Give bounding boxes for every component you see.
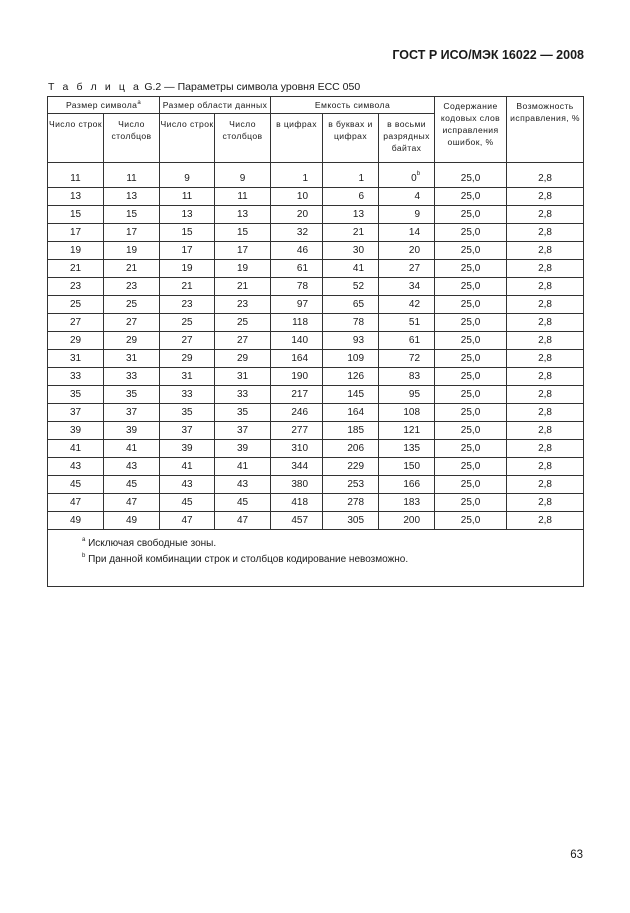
table-cell: 49: [104, 512, 160, 530]
table-cell: 21: [48, 260, 104, 278]
table-cell: 25,0: [435, 206, 507, 224]
table-cell: 31: [48, 350, 104, 368]
table-cell: 19: [160, 260, 215, 278]
table-cell: 25,0: [435, 163, 507, 188]
footnote-mark-b: b: [416, 170, 421, 177]
table-cell: 217: [271, 386, 323, 404]
table-cell: 35: [48, 386, 104, 404]
table-cell: 33: [48, 368, 104, 386]
table-cell: 37: [215, 422, 271, 440]
table-cell: 25,0: [435, 494, 507, 512]
table-cell: 15: [104, 206, 160, 224]
table-cell: 20: [271, 206, 323, 224]
table-cell: 35: [160, 404, 215, 422]
header-area-rows: Число строк: [160, 114, 215, 163]
table-cell: 78: [271, 278, 323, 296]
table-cell: 23: [215, 296, 271, 314]
table-cell: 61: [271, 260, 323, 278]
table-cell: 27: [215, 332, 271, 350]
table-cell: 0$^b$: [379, 163, 435, 188]
table-cell: 21: [104, 260, 160, 278]
table-cell: 41: [323, 260, 379, 278]
header-codeword-content: Содержание кодовых слов исправления ошибок, %: [435, 97, 507, 163]
table-cell: 2,8: [507, 350, 584, 368]
table-cell: 95: [379, 386, 435, 404]
table-cell: 2,8: [507, 224, 584, 242]
table-cell: 11: [215, 188, 271, 206]
table-cell: 2,8: [507, 512, 584, 530]
table-cell: 19: [104, 242, 160, 260]
table-cell: 21: [160, 278, 215, 296]
table-cell: 42: [379, 296, 435, 314]
table-row: [48, 314, 584, 332]
table-cell: 37: [160, 422, 215, 440]
table-cell: 47: [160, 512, 215, 530]
table-cell: 9: [379, 206, 435, 224]
table-cell: 9: [160, 163, 215, 188]
table-cell: 32: [271, 224, 323, 242]
table-row: [48, 458, 584, 476]
table-cell: 145: [323, 386, 379, 404]
footnote-mark-a: a: [137, 100, 142, 106]
table-cell: 2,8: [507, 368, 584, 386]
table-row: [48, 224, 584, 242]
table-cell: 2,8: [507, 458, 584, 476]
table-cell: 2,8: [507, 440, 584, 458]
table-cell: 121: [379, 422, 435, 440]
table-cell: 61: [379, 332, 435, 350]
table-cell: 25,0: [435, 350, 507, 368]
table-cell: 253: [323, 476, 379, 494]
table-row: [48, 368, 584, 386]
table-cell: 29: [48, 332, 104, 350]
table-cell: 418: [271, 494, 323, 512]
table-row: [48, 350, 584, 368]
table-cell: 15: [160, 224, 215, 242]
footnote: [82, 552, 583, 568]
table-cell: 25,0: [435, 242, 507, 260]
table-cell: 93: [323, 332, 379, 350]
table-cell: 166: [379, 476, 435, 494]
table-cell: 150: [379, 458, 435, 476]
table-cell: 65: [323, 296, 379, 314]
table-cell: 200: [379, 512, 435, 530]
table-cell: 23: [160, 296, 215, 314]
table-cell: 21: [215, 278, 271, 296]
table-cell: 277: [271, 422, 323, 440]
header-cols: Число столбцов: [104, 114, 160, 163]
table-row: [48, 296, 584, 314]
header-rows: Число строк: [48, 114, 104, 163]
table-cell: 2,8: [507, 332, 584, 350]
table-cell: 37: [48, 404, 104, 422]
table-cell: 30: [323, 242, 379, 260]
table-cell: 13: [160, 206, 215, 224]
caption-label: Т а б л и ц а: [48, 81, 142, 93]
table-row: [48, 512, 584, 530]
table-cell: 164: [323, 404, 379, 422]
table-cell: 2,8: [507, 314, 584, 332]
table-cell: 380: [271, 476, 323, 494]
table-cell: 344: [271, 458, 323, 476]
table-cell: 39: [160, 440, 215, 458]
table-cell: 27: [160, 332, 215, 350]
table-cell: 14: [379, 224, 435, 242]
table-cell: 29: [215, 350, 271, 368]
table-cell: 46: [271, 242, 323, 260]
table-cell: 25,0: [435, 260, 507, 278]
table-cell: 1: [323, 163, 379, 188]
table-cell: 34: [379, 278, 435, 296]
header-data-area-size: Размер области данных: [160, 97, 271, 114]
table-cell: 23: [104, 278, 160, 296]
table-cell: 41: [48, 440, 104, 458]
table-cell: 457: [271, 512, 323, 530]
table-cell: 23: [48, 278, 104, 296]
table-cell: 13: [104, 188, 160, 206]
table-cell: 47: [215, 512, 271, 530]
table-cell: 25: [104, 296, 160, 314]
table-cell: 118: [271, 314, 323, 332]
table-cell: 27: [48, 314, 104, 332]
table-cell: 2,8: [507, 386, 584, 404]
standard-header: ГОСТ Р ИСО/МЭК 16022 — 2008: [392, 48, 584, 62]
table-cell: 43: [215, 476, 271, 494]
table-cell: 35: [104, 386, 160, 404]
table-cell: 305: [323, 512, 379, 530]
header-digits: в цифрах: [271, 114, 323, 163]
table-cell: 190: [271, 368, 323, 386]
table-cell: 278: [323, 494, 379, 512]
table-cell: 11: [160, 188, 215, 206]
table-cell: 41: [215, 458, 271, 476]
table-cell: 2,8: [507, 422, 584, 440]
table-row: [48, 163, 584, 188]
table-cell: 25: [48, 296, 104, 314]
footnote-mark: b: [82, 553, 86, 559]
table-cell: 97: [271, 296, 323, 314]
table-cell: 83: [379, 368, 435, 386]
table-cell: 33: [160, 386, 215, 404]
table-cell: 43: [104, 458, 160, 476]
table-cell: 17: [215, 242, 271, 260]
table-cell: 25,0: [435, 278, 507, 296]
table-cell: 21: [323, 224, 379, 242]
table-cell: 72: [379, 350, 435, 368]
table-cell: 25,0: [435, 476, 507, 494]
table-cell: 17: [48, 224, 104, 242]
table-cell: 33: [215, 386, 271, 404]
table-cell: 206: [323, 440, 379, 458]
table-cell: 183: [379, 494, 435, 512]
table-cell: 2,8: [507, 476, 584, 494]
table-cell: 25,0: [435, 368, 507, 386]
table-cell: 45: [104, 476, 160, 494]
table-cell: 25,0: [435, 386, 507, 404]
table-cell: 246: [271, 404, 323, 422]
table-row: [48, 494, 584, 512]
table-cell: 27: [379, 260, 435, 278]
table-cell: 19: [215, 260, 271, 278]
table-row: [48, 422, 584, 440]
table-cell: 31: [104, 350, 160, 368]
table-cell: 45: [48, 476, 104, 494]
header-correction: Возможность исправления, %: [507, 97, 584, 163]
table-cell: 25: [215, 314, 271, 332]
table-cell: 10: [271, 188, 323, 206]
table-cell: 25,0: [435, 422, 507, 440]
table-cell: 25,0: [435, 332, 507, 350]
page-number: 63: [570, 849, 583, 861]
table-cell: 2,8: [507, 188, 584, 206]
table-cell: 2,8: [507, 163, 584, 188]
footnote: [82, 536, 583, 552]
table-cell: 37: [104, 404, 160, 422]
table-row: [48, 206, 584, 224]
table-row: [48, 386, 584, 404]
footnote-text: При данной комбинации строк и столбцов кодирование невозможно.: [85, 554, 409, 565]
table-cell: 140: [271, 332, 323, 350]
table-cell: 41: [104, 440, 160, 458]
table-cell: 126: [323, 368, 379, 386]
table-cell: 2,8: [507, 494, 584, 512]
table-row: [48, 476, 584, 494]
table-cell: 135: [379, 440, 435, 458]
table-cell: 17: [160, 242, 215, 260]
table-cell: 29: [104, 332, 160, 350]
table-row: [48, 404, 584, 422]
table-row: [48, 278, 584, 296]
table-cell: 27: [104, 314, 160, 332]
table-cell: 39: [48, 422, 104, 440]
caption-text: G.2 — Параметры символа уровня ECC 050: [141, 81, 361, 93]
table-cell: 229: [323, 458, 379, 476]
table-cell: 47: [48, 494, 104, 512]
table-row: [48, 260, 584, 278]
table-cell: 2,8: [507, 296, 584, 314]
table-cell: 25,0: [435, 440, 507, 458]
table-cell: 25,0: [435, 296, 507, 314]
table-cell: 2,8: [507, 206, 584, 224]
table-cell: 43: [48, 458, 104, 476]
table-cell: 39: [215, 440, 271, 458]
footnote-text: Исключая свободные зоны.: [85, 538, 217, 549]
table-cell: 164: [271, 350, 323, 368]
table-cell: 11: [48, 163, 104, 188]
table-cell: 45: [160, 494, 215, 512]
table-cell: 13: [48, 188, 104, 206]
table-cell: 1: [271, 163, 323, 188]
table-cell: 310: [271, 440, 323, 458]
table-cell: 25,0: [435, 188, 507, 206]
table-cell: 25,0: [435, 458, 507, 476]
table-row: [48, 242, 584, 260]
table-cell: 13: [215, 206, 271, 224]
table-cell: 4: [379, 188, 435, 206]
table-cell: 20: [379, 242, 435, 260]
table-row: [48, 332, 584, 350]
table-cell: 185: [323, 422, 379, 440]
table-row: [48, 188, 584, 206]
table-cell: 33: [104, 368, 160, 386]
footnotes-row: [48, 530, 584, 587]
table-cell: 35: [215, 404, 271, 422]
header-alnum: в буквах и цифрах: [323, 114, 379, 163]
table-cell: 2,8: [507, 260, 584, 278]
header-symbol-capacity: Емкость символа: [271, 97, 435, 114]
header-area-cols: Число столбцов: [215, 114, 271, 163]
table-cell: 31: [215, 368, 271, 386]
table-caption: [48, 81, 360, 93]
table-cell: 25,0: [435, 512, 507, 530]
table-cell: 15: [48, 206, 104, 224]
table-cell: 52: [323, 278, 379, 296]
header-symbol-size: Размер символа$^a$: [48, 97, 160, 114]
table-cell: 51: [379, 314, 435, 332]
table-cell: 25: [160, 314, 215, 332]
table-row: [48, 440, 584, 458]
table-cell: 2,8: [507, 278, 584, 296]
table-cell: 29: [160, 350, 215, 368]
table-cell: 78: [323, 314, 379, 332]
table-cell: 6: [323, 188, 379, 206]
table-cell: 9: [215, 163, 271, 188]
table-cell: 109: [323, 350, 379, 368]
table-cell: 17: [104, 224, 160, 242]
footnote-mark: a: [82, 537, 86, 543]
header-bytes: в восьми разрядных байтах: [379, 114, 435, 163]
table-cell: 39: [104, 422, 160, 440]
table-cell: 13: [323, 206, 379, 224]
table-cell: 25,0: [435, 314, 507, 332]
table-cell: 49: [48, 512, 104, 530]
table-cell: 11: [104, 163, 160, 188]
footnotes: [48, 530, 584, 587]
table-cell: 25,0: [435, 224, 507, 242]
table-cell: 2,8: [507, 242, 584, 260]
table-cell: 108: [379, 404, 435, 422]
symbol-parameters-table: [47, 96, 584, 587]
table-cell: 47: [104, 494, 160, 512]
table-cell: 45: [215, 494, 271, 512]
table-cell: 15: [215, 224, 271, 242]
table-cell: 31: [160, 368, 215, 386]
table-cell: 41: [160, 458, 215, 476]
table-cell: 43: [160, 476, 215, 494]
table-cell: 2,8: [507, 404, 584, 422]
table-body: [48, 163, 584, 587]
table-cell: 25,0: [435, 404, 507, 422]
table-cell: 19: [48, 242, 104, 260]
